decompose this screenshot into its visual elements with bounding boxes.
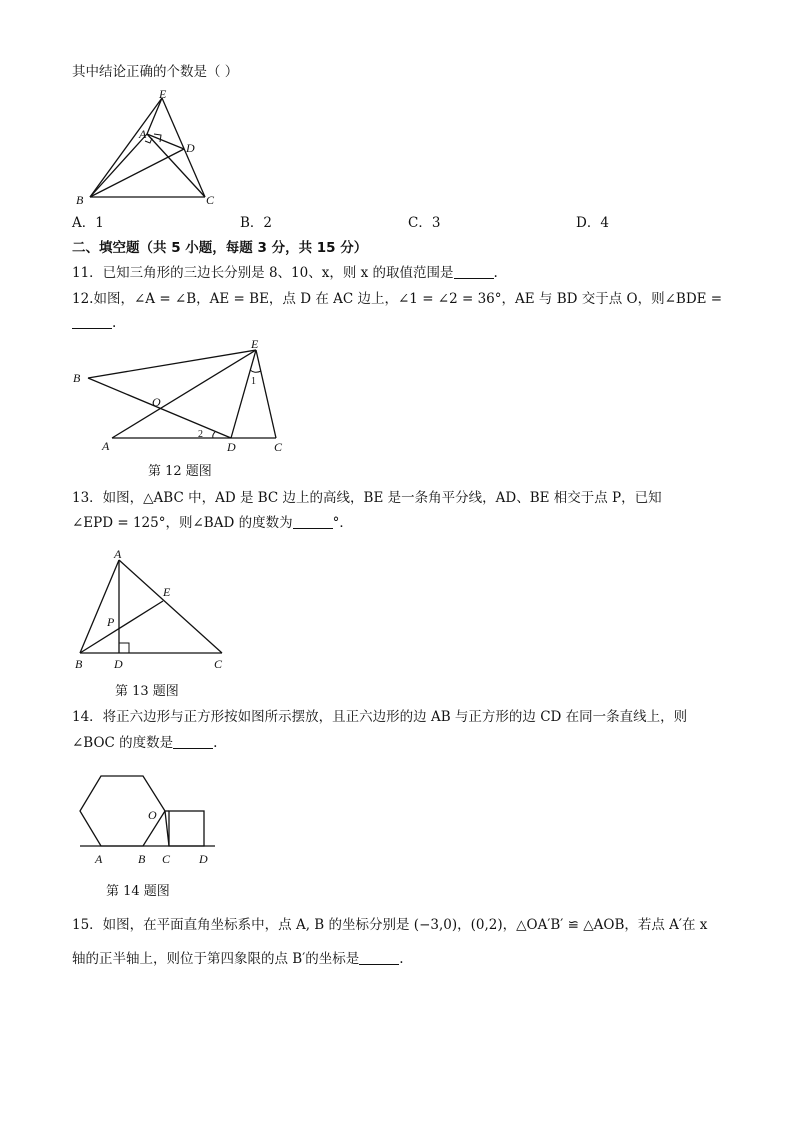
label-B: B — [138, 852, 146, 866]
label-E: E — [251, 337, 259, 351]
q10-option-b: B．2 — [240, 215, 273, 231]
label-A: A — [95, 852, 103, 866]
q12-line1: 12.如图，∠A = ∠B，AE = BE，点 D 在 AC 边上，∠1 = ∠2 = 36°，AE 与 BD 交于点 O，则∠BDE = — [72, 291, 723, 307]
label-A: A — [114, 547, 122, 561]
q10-figure — [70, 86, 230, 216]
label-D: D — [114, 657, 123, 671]
label-O: O — [148, 808, 157, 822]
q12-figure — [70, 336, 300, 456]
q11-text: 11．已知三角形的三边长分别是 8、10、x，则 x 的取值范围是 . — [72, 265, 498, 281]
label-O: O — [152, 395, 161, 409]
label-P: P — [107, 615, 115, 629]
label-C: C — [162, 852, 171, 866]
angle-2-label: 2 — [198, 429, 203, 440]
angle-1-label: 1 — [251, 376, 256, 387]
label-A: A — [102, 439, 110, 453]
label-C: C — [274, 440, 283, 454]
q10-stem: 其中结论正确的个数是（ ） — [72, 64, 239, 80]
label-E: E — [159, 87, 167, 101]
label-E: E — [163, 585, 171, 599]
label-B: B — [75, 657, 83, 671]
q10-option-c: C．3 — [408, 215, 441, 231]
q14-figure — [72, 773, 222, 873]
q13-caption: 第 13 题图 — [115, 684, 179, 699]
q12-line2: . — [72, 314, 116, 332]
q12-caption: 第 12 题图 — [148, 464, 212, 479]
q15-line1: 15．如图，在平面直角坐标系中，点 A, B 的坐标分别是 (−3,0)，(0,2)，△OA′B′ ≌ △AOB，若点 A′在 x — [72, 917, 708, 933]
q10-option-a: A．1 — [72, 215, 104, 231]
label-C: C — [206, 193, 215, 207]
label-A: A — [139, 127, 147, 141]
q13-line2: ∠EPD = 125°，则∠BAD 的度数为 °． — [72, 515, 353, 531]
q13-figure — [72, 544, 232, 674]
section-title: 二、填空题（共 5 小题，每题 3 分，共 15 分） — [72, 240, 368, 256]
label-B: B — [73, 371, 81, 385]
label-B: B — [76, 193, 84, 207]
label-C: C — [214, 657, 223, 671]
q13-line1: 13．如图，△ABC 中，AD 是 BC 边上的高线，BE 是一条角平分线，AD、BE 相交于点 P，已知 — [72, 490, 662, 506]
q15-line2: 轴的正半轴上，则位于第四象限的点 B′的坐标是 . — [72, 951, 404, 967]
label-D: D — [199, 852, 208, 866]
label-D: D — [227, 440, 236, 454]
q14-caption: 第 14 题图 — [106, 884, 170, 899]
q14-line2: ∠BOC 的度数是 . — [72, 735, 218, 751]
label-D: D — [186, 141, 195, 155]
q10-option-d: D．4 — [576, 215, 609, 231]
q14-line1: 14．将正六边形与正方形按如图所示摆放，且正六边形的边 AB 与正方形的边 CD 在同一条直线上，则 — [72, 709, 688, 725]
